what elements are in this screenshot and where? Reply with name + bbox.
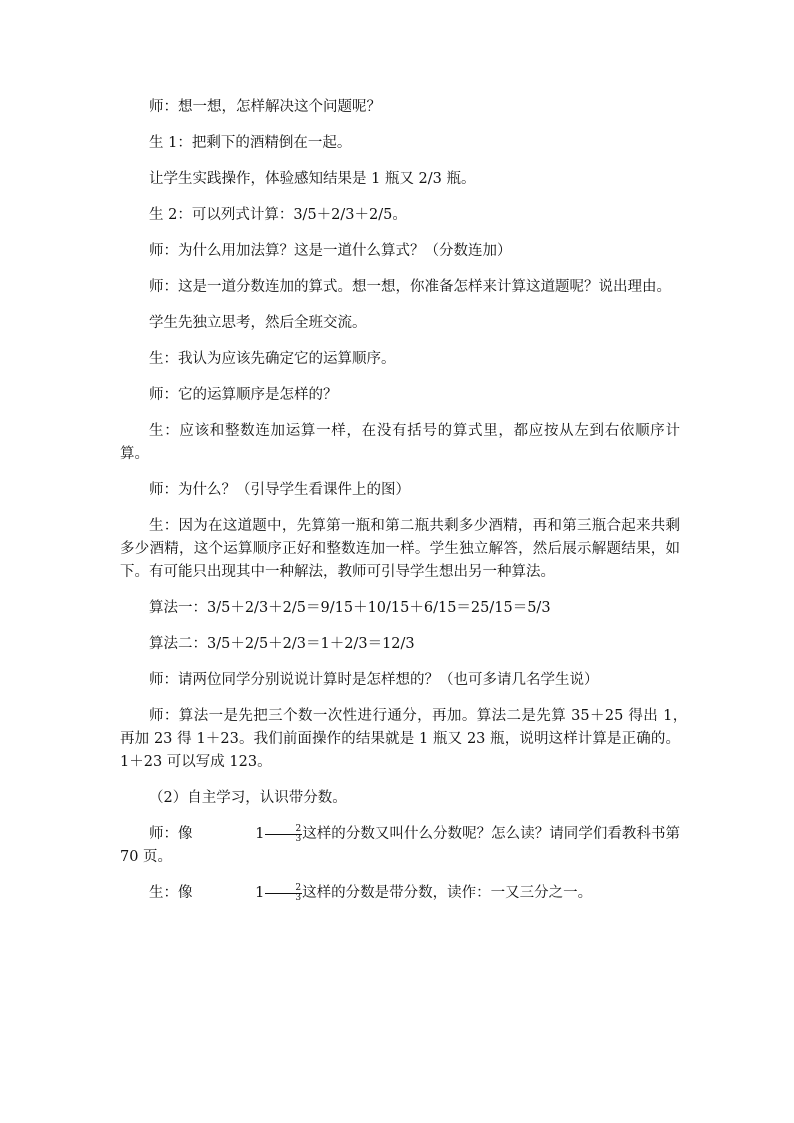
paragraph-17: （2）自主学习，认识带分数。 [149,790,347,806]
paragraph-16: 师：算法一是先把三个数一次性进行通分，再加。算法二是先算 35＋25 得出 1， 再加 23 得 1＋23。我们前面操作的结果就是 1 瓶又 23 瓶，说明这样计算是正确的。1＋23 可以写成 123。 [120,708,695,770]
paragraph-8: 生：我认为应该先确定它的运算顺序。 [149,351,396,367]
paragraph-9: 师：它的运算顺序是怎样的？ [149,387,338,403]
paragraph-18-suffix: 这样的分数又叫什么分数呢？怎么读？请同学们看教科书第 70 页。 [120,826,680,865]
fraction-numerator: 2 [265,884,302,894]
paragraph-11: 师：为什么？（引导学生看课件上的图） [149,482,410,498]
paragraph-7: 学生先独立思考，然后全班交流。 [149,315,367,331]
paragraph-10: 生：应该和整数连加运算一样，在没有括号的算式里，都应按从左到右依顺序计算。 [120,423,680,462]
paragraph-4: 生 2：可以列式计算：3/5＋2/3＋2/5。 [149,207,407,223]
paragraph-14: 算法二：3/5＋2/5＋2/3＝1＋2/3＝12/3 [149,636,415,652]
paragraph-5: 师：为什么用加法算？这是一道什么算式？（分数连加） [149,243,512,259]
paragraph-2: 生 1：把剩下的酒精倒在一起。 [149,135,352,151]
mixed-fraction [197,884,302,903]
fraction-whole: 1 [255,885,265,901]
fraction-numerator: 2 [265,825,302,835]
paragraph-18 [120,823,680,869]
mixed-fraction [197,825,302,844]
paragraph-13: 算法一：3/5＋2/3＋2/5＝9/15＋10/15＋6/15＝25/15＝5/3 [149,600,551,616]
paragraph-6: 师：这是一道分数连加的算式。想一想，你准备怎样来计算这道题呢？说出理由。 [149,279,671,295]
fraction-denominator: 3 [295,833,302,844]
paragraph-12: 生：因为在这道题中，先算第一瓶和第二瓶共剩多少酒精，再和第三瓶合起来共剩多少酒精，这个运算顺序正好和整数连加一样。学生独立解答，然后展示解题结果，如下。有可能只出现其中一种解法，教师可引导学生想出另一种算法。 [120,518,680,580]
paragraph-3: 让学生实践操作，体验感知结果是 1 瓶又 2/3 瓶。 [149,171,476,187]
paragraph-19 [120,882,680,905]
paragraph-18-prefix: 师：像 [149,826,198,842]
fraction-whole: 1 [255,826,265,842]
paragraph-19-prefix: 生：像 [149,885,198,901]
paragraph-15: 师：请两位同学分别说说计算时是怎样想的？（也可多请几名学生说） [149,672,599,688]
paragraph-19-suffix: 这样的分数是带分数，读作：一又三分之一。 [302,885,593,901]
fraction-denominator: 3 [295,892,302,903]
document-page [120,96,695,918]
paragraph-1: 师：想一想，怎样解决这个问题呢？ [149,99,381,115]
